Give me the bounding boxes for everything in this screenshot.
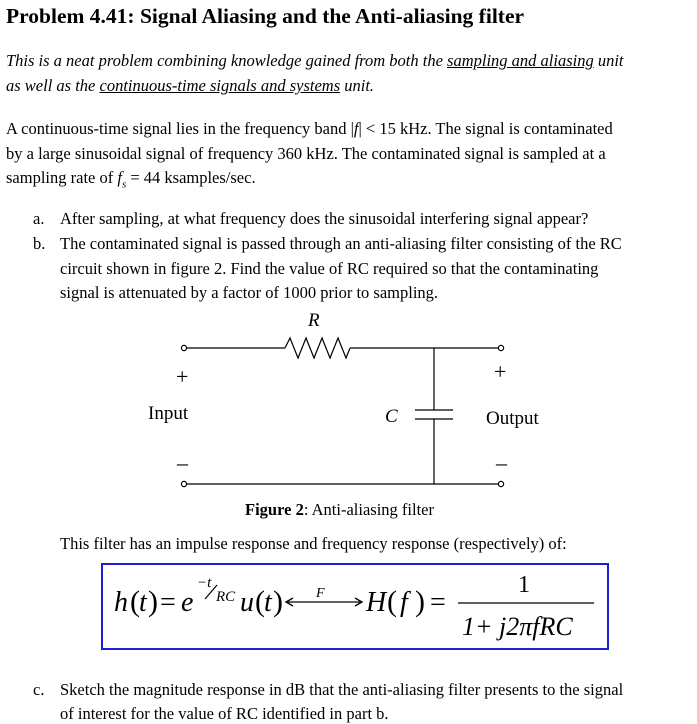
problem-text: sampling rate of <box>6 168 118 187</box>
formula-paren: ( <box>130 585 140 618</box>
formula-h: h <box>114 587 128 618</box>
output-minus: – <box>496 450 507 475</box>
problem-line-2: by a large sinusoidal signal of frequency 360 kHz. The contaminated signal is sampled at a <box>6 144 606 163</box>
input-label: Input <box>148 403 189 424</box>
formula-paren: ) <box>273 585 283 618</box>
problem-text: | < 15 kHz. The signal is contaminated <box>358 119 613 138</box>
problem-text: A continuous-time signal lies in the frequency band | <box>6 119 354 138</box>
problem-var: f <box>117 168 122 187</box>
problem-subscript: s <box>121 178 127 191</box>
item-b-line: signal is attenuated by a factor of 1000 prior to sampling. <box>60 283 439 302</box>
formula-paren: ) <box>148 585 158 618</box>
item-b-line: circuit shown in figure 2. Find the value of RC required so that the contaminating <box>60 259 599 278</box>
formula-paren: ) <box>415 585 425 618</box>
output-label: Output <box>486 408 539 429</box>
formula-equals: = <box>160 587 176 618</box>
caption-text: : Anti-aliasing filter <box>303 500 434 519</box>
intro-text: as well as the <box>6 76 100 95</box>
formula-exp-num: −t <box>197 575 212 591</box>
item-c-label: c. <box>33 680 45 699</box>
item-a-label: a. <box>33 209 45 228</box>
problem-var: f <box>353 119 359 138</box>
formula-exp-den: RC <box>216 589 236 605</box>
problem-text: = 44 ksamples/sec. <box>126 168 256 187</box>
formula-numerator: 1 <box>518 572 530 598</box>
continuous-time-link[interactable]: continuous-time signals and systems <box>99 76 341 95</box>
input-minus: – <box>177 450 188 475</box>
item-b-line: The contaminated signal is passed through an anti-aliasing filter consisting of the RC <box>60 234 622 253</box>
intro-text: This is a neat problem combining knowledge gained from both the <box>6 51 448 70</box>
input-plus: + <box>176 364 189 389</box>
caption-bold: Figure 2 <box>245 500 304 519</box>
resistor-label: R <box>308 310 320 331</box>
output-plus: + <box>494 359 507 384</box>
formula-e: e <box>181 587 194 618</box>
item-a-line: After sampling, at what frequency does the sinusoidal interfering signal appear? <box>60 209 589 228</box>
sampling-aliasing-link[interactable]: sampling and aliasing <box>447 51 594 70</box>
page-title: Problem 4.41: Signal Aliasing and the Anti-aliasing filter <box>6 4 525 28</box>
formula-paren: ( <box>255 585 265 618</box>
item-b-label: b. <box>33 234 46 253</box>
formula-equals: = <box>430 587 446 618</box>
intro-text: unit. <box>340 76 375 95</box>
formula-transform-F: F <box>316 586 325 601</box>
formula-denominator: 1+ j2πfRC <box>462 612 573 641</box>
item-c-line: Sketch the magnitude response in dB that the anti-aliasing filter presents to the signal <box>60 680 624 699</box>
formula-t: t <box>139 587 147 618</box>
item-c-line: of interest for the value of RC identified in part b. <box>60 704 389 723</box>
formula-t: t <box>264 587 272 618</box>
intro-text: unit <box>593 51 624 70</box>
formula-u: u <box>240 587 254 618</box>
formula-paren: ( <box>387 585 397 618</box>
formula-H: H <box>366 587 387 618</box>
response-intro: This filter has an impulse response and frequency response (respectively) of: <box>60 534 567 553</box>
formula-f: f <box>400 587 408 618</box>
capacitor-label: C <box>385 406 398 427</box>
